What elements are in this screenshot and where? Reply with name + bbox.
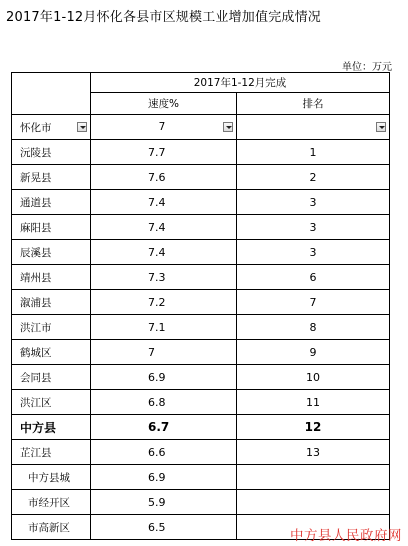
growth-value: 6.9 [91, 465, 237, 490]
region-name: 麻阳县 [12, 215, 91, 240]
rank-value: 3 [237, 215, 390, 240]
growth-value: 7.4 [91, 190, 237, 215]
table-row [12, 315, 390, 340]
table-row [12, 290, 390, 315]
rank-value: 13 [237, 440, 390, 465]
filter-row [12, 115, 390, 140]
growth-value: 7.6 [91, 165, 237, 190]
rank-value: 2 [237, 165, 390, 190]
region-name: 鹤城区 [12, 340, 91, 365]
region-name: 中方县城 [12, 465, 91, 490]
filter-cell-value[interactable] [91, 115, 237, 140]
growth-value: 7.7 [91, 140, 237, 165]
rank-value [237, 490, 390, 515]
filter-cell-name[interactable] [12, 115, 91, 140]
region-name: 市经开区 [12, 490, 91, 515]
rank-value: 10 [237, 365, 390, 390]
region-name: 辰溪县 [12, 240, 91, 265]
rank-value [237, 465, 390, 490]
region-name: 市高新区 [12, 515, 91, 540]
table-row [12, 140, 390, 165]
region-name: 洪江市 [12, 315, 91, 340]
rank-value: 7 [237, 290, 390, 315]
table-row [12, 265, 390, 290]
growth-value: 6.9 [91, 365, 237, 390]
rank-value: 12 [237, 415, 390, 440]
region-name: 沅陵县 [12, 140, 91, 165]
region-name: 新晃县 [12, 165, 91, 190]
region-name: 中方县 [12, 415, 91, 440]
table-row [12, 440, 390, 465]
growth-value: 7.1 [91, 315, 237, 340]
table-row [12, 490, 390, 515]
header-period: 2017年1-12月完成 [91, 73, 390, 93]
growth-value: 7.2 [91, 290, 237, 315]
watermark-logo: 中方县人民政府网 [290, 528, 402, 544]
table-row [12, 365, 390, 390]
table-row [12, 165, 390, 190]
region-name: 洪江区 [12, 390, 91, 415]
rank-value: 3 [237, 240, 390, 265]
header-blank-cell [12, 73, 91, 115]
header-row-period [12, 73, 390, 93]
rank-value: 11 [237, 390, 390, 415]
filter-name-label: 怀化市 [20, 121, 52, 134]
region-name: 芷江县 [12, 440, 91, 465]
dropdown-arrow-icon[interactable] [376, 122, 386, 132]
rank-value: 3 [237, 190, 390, 215]
growth-value: 7.3 [91, 265, 237, 290]
region-name: 会同县 [12, 365, 91, 390]
filter-value-label: 7 [158, 121, 166, 133]
growth-value: 7.4 [91, 240, 237, 265]
data-table [11, 72, 390, 540]
rank-value: 8 [237, 315, 390, 340]
table-row [12, 340, 390, 365]
table-row-highlighted [12, 415, 390, 440]
unit-label: 单位：万元 [342, 62, 392, 73]
rank-value: 9 [237, 340, 390, 365]
table-row [12, 240, 390, 265]
region-name: 溆浦县 [12, 290, 91, 315]
rank-value: 6 [237, 265, 390, 290]
region-name: 通道县 [12, 190, 91, 215]
growth-value: 7.4 [91, 215, 237, 240]
dropdown-arrow-icon[interactable] [223, 122, 233, 132]
region-name: 靖州县 [12, 265, 91, 290]
table-row [12, 390, 390, 415]
growth-value: 5.9 [91, 490, 237, 515]
page-title: 2017年1-12月怀化各县市区规模工业增加值完成情况 [6, 10, 321, 25]
growth-value: 6.7 [91, 415, 237, 440]
growth-value: 6.5 [91, 515, 237, 540]
header-speed: 速度% [91, 93, 237, 115]
filter-cell-rank[interactable] [237, 115, 390, 140]
header-rank: 排名 [237, 93, 390, 115]
dropdown-arrow-icon[interactable] [77, 122, 87, 132]
table-row [12, 190, 390, 215]
growth-value: 6.8 [91, 390, 237, 415]
rank-value: 1 [237, 140, 390, 165]
growth-value: 6.6 [91, 440, 237, 465]
growth-value: 7 [91, 340, 237, 365]
table-row [12, 215, 390, 240]
table-row [12, 465, 390, 490]
